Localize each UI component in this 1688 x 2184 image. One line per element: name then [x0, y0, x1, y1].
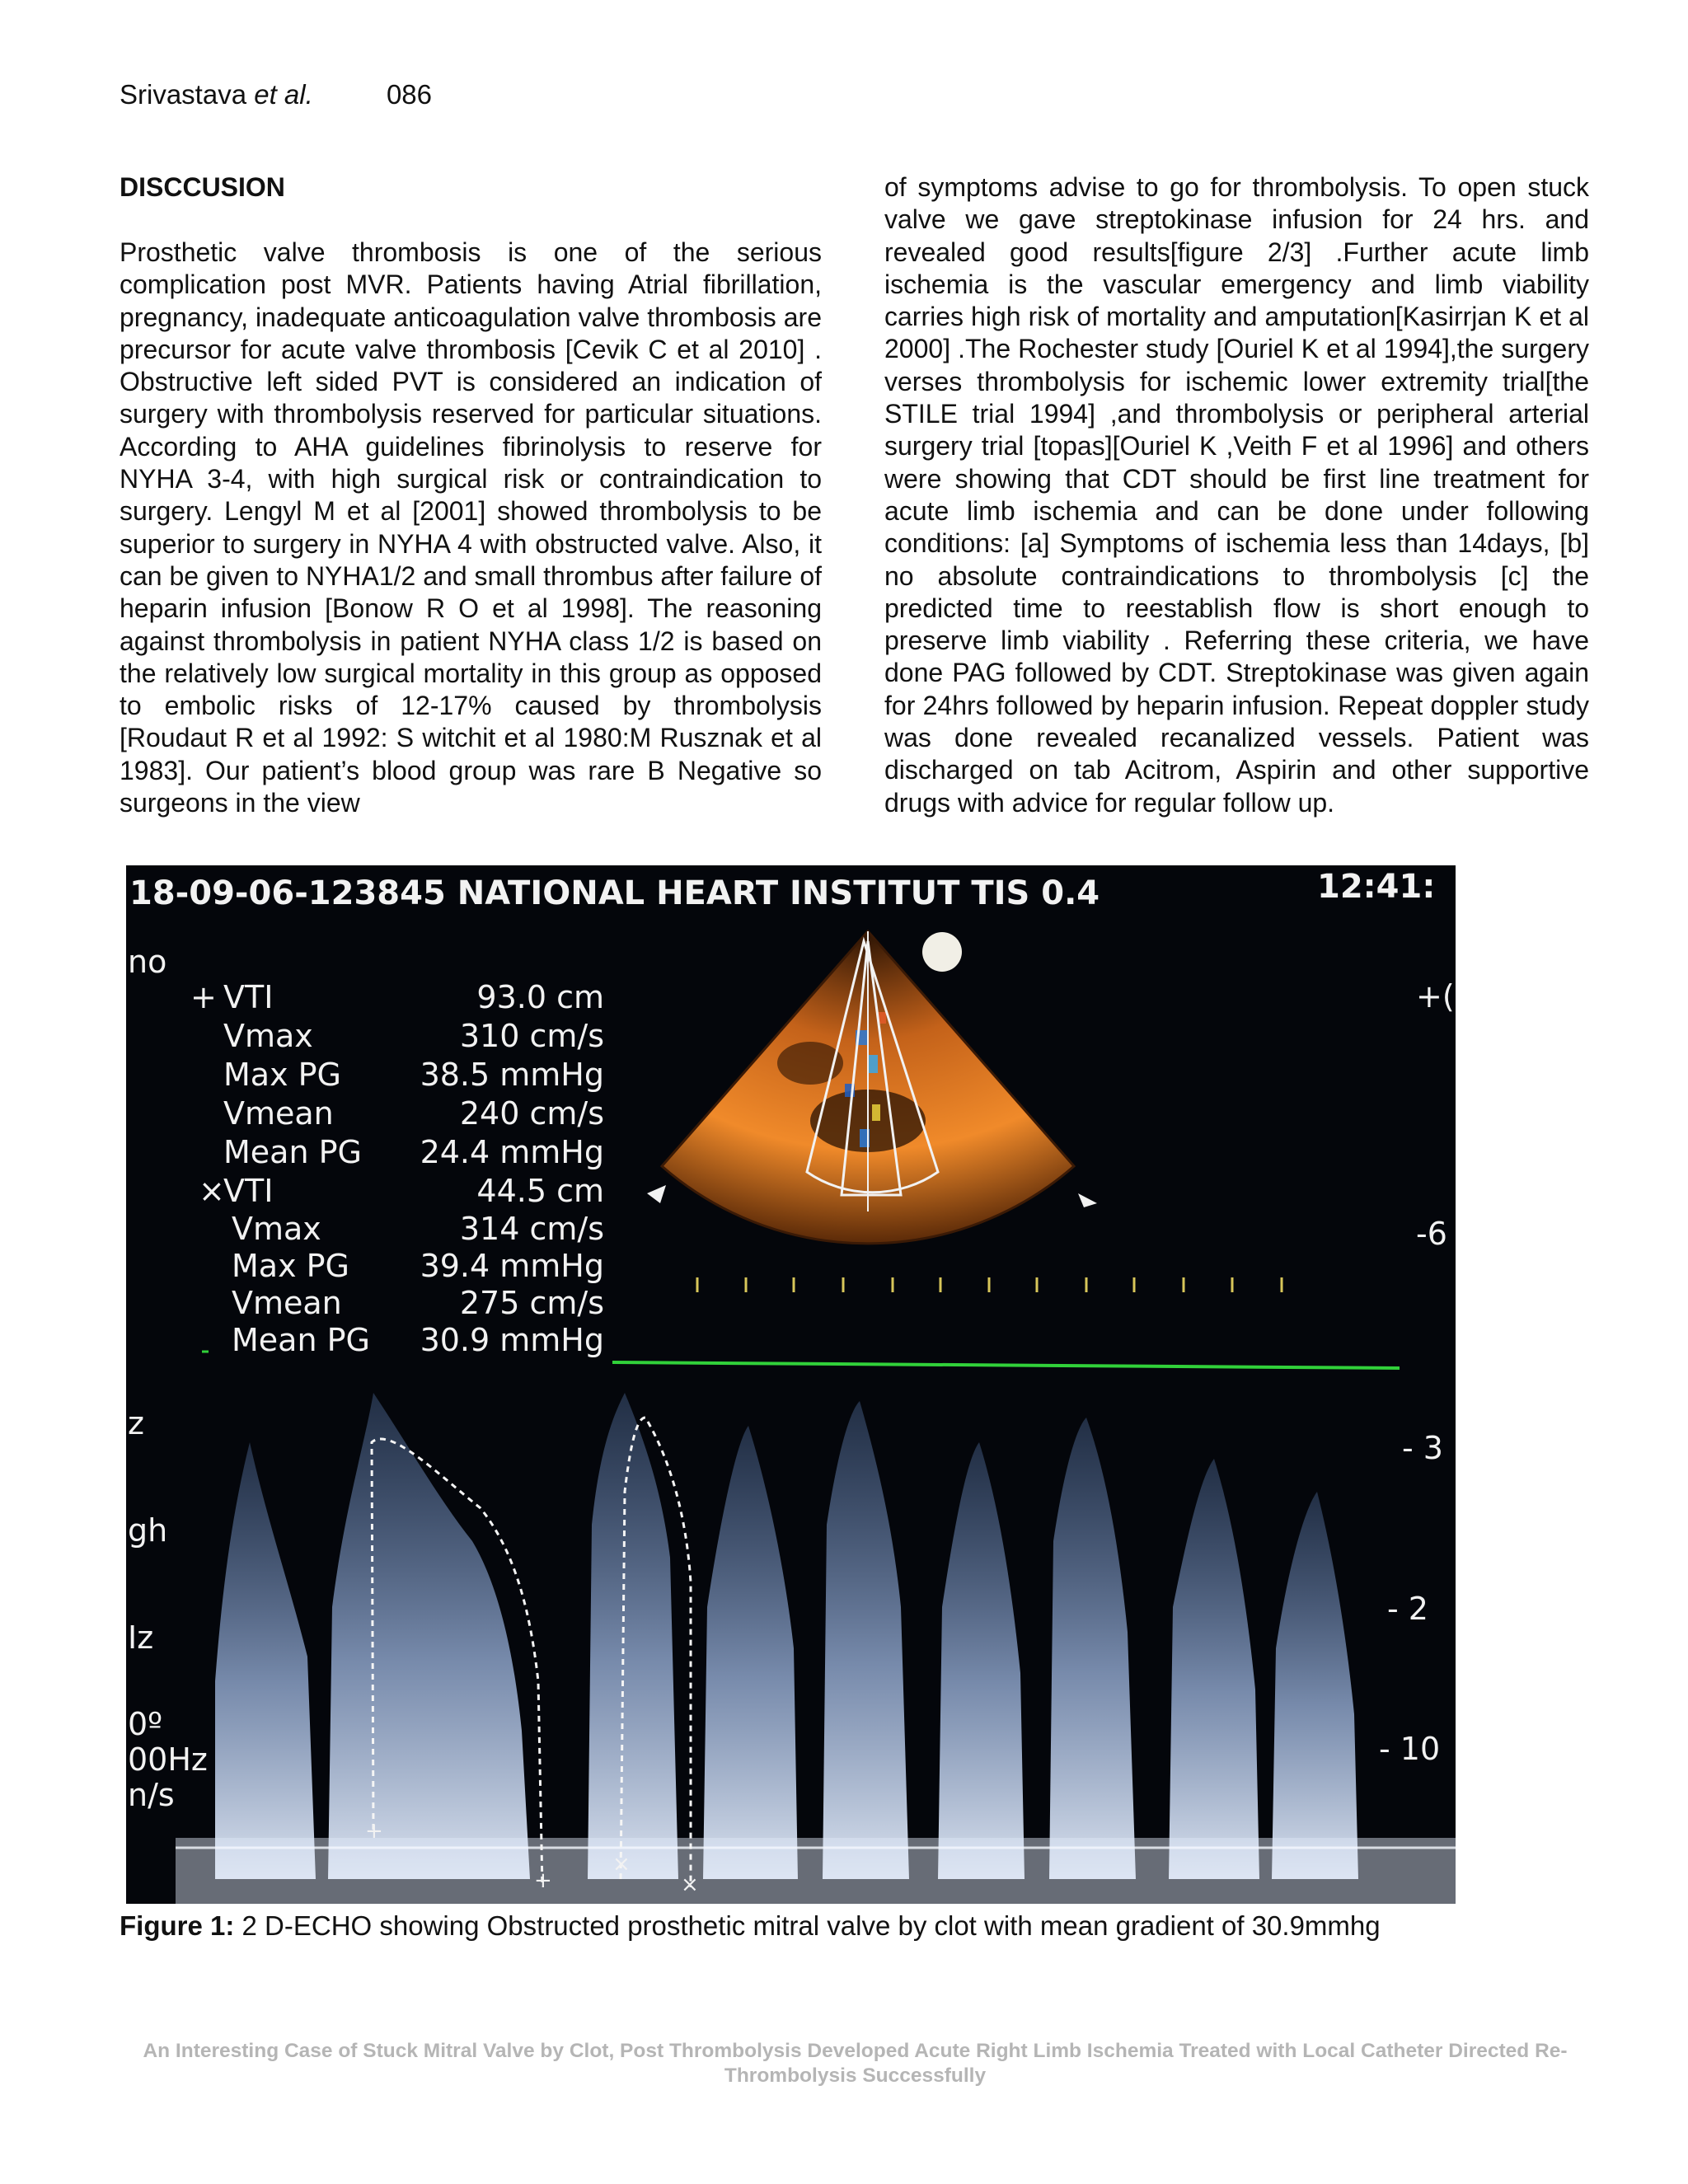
measure-marker: × — [199, 1173, 225, 1209]
measure-label: Max PG — [223, 1057, 342, 1093]
measure-label: Max PG — [232, 1248, 350, 1284]
measure-label: Vmean — [223, 1095, 334, 1132]
right-column — [884, 171, 1589, 819]
right-edge-label: -6 — [1416, 1216, 1447, 1252]
measure-label: VTI — [223, 1173, 274, 1209]
caption-text: 2 D-ECHO showing Obstructed prosthetic mitral valve by clot with mean gradient of 30.9mmhg — [234, 1910, 1381, 1941]
measure-label: Vmax — [232, 1211, 321, 1247]
svg-text:+: + — [534, 1868, 552, 1893]
author-name: Srivastava — [120, 79, 247, 110]
svg-text:+: + — [365, 1819, 383, 1844]
measure-value: 310 cm/s — [459, 1018, 604, 1054]
svg-text:×: × — [612, 1852, 631, 1877]
measure-value: 275 cm/s — [459, 1285, 604, 1321]
measure-value: 39.4 mmHg — [420, 1248, 604, 1284]
running-head — [120, 79, 432, 110]
measure-label: VTI — [223, 979, 274, 1015]
measure-value: 38.5 mmHg — [420, 1057, 604, 1093]
svg-text:×: × — [681, 1872, 699, 1897]
left-edge-label: 00Hz — [128, 1741, 208, 1778]
right-edge-label: - 2 — [1387, 1591, 1428, 1627]
left-edge-label: gh — [128, 1512, 168, 1549]
left-edge-label: no — [128, 944, 167, 980]
left-edge-label: 0º — [128, 1706, 163, 1742]
measure-value: 30.9 mmHg — [420, 1322, 604, 1358]
measure-value: 24.4 mmHg — [420, 1134, 604, 1170]
echo-figure — [126, 865, 1456, 1904]
right-edge-label: - 3 — [1402, 1430, 1443, 1466]
measure-label: Vmax — [223, 1018, 313, 1054]
echo-header: 18-09-06-123845 NATIONAL HEART INSTITUT TIS 0.4 — [129, 874, 1100, 912]
measure-value: 314 cm/s — [459, 1211, 604, 1247]
measure-label: Vmean — [232, 1285, 342, 1321]
measure-label: Mean PG — [223, 1134, 362, 1170]
echo-image — [126, 865, 1456, 1904]
echo-clock: 12:41: — [1317, 868, 1436, 906]
left-edge-label: n/s — [128, 1777, 175, 1813]
right-paragraph: of symptoms advise to go for thrombolysis. To open stuck valve we gave streptokinase infusion for 24 hrs. and revealed good results[figure 2/3] .Further acute limb ischemia is the vascular emergency and limb viability carries high risk of mortality and amputation[Kasirrjan K et al 2000] .The Rochester study [Ouriel K et al 1994],the surgery verses thrombolysis for ischemic lower extremity trial[the STILE trial 1994] ,and thrombolysis or peripheral arterial surgery trial [topas][Ouriel K ,Veith F et al 1996] and others were showing that CDT should be first line treatment for acute limb ischemia and can be done under following conditions: [a] Symptoms of ischemia less than 14days, [b] no absolute contraindications to thrombolysis [c] the predicted time to reestablish flow is short enough to preserve limb viability . Referring these criteria, we have done PAG followed by CDT. Streptokinase was given again for 24hrs followed by heparin infusion. Repeat doppler study was done revealed recanalized vessels. Patient was discharged on tab Acitrom, Aspirin and other supportive drugs with advice for regular follow up. — [884, 172, 1589, 818]
measure-marker: + — [190, 979, 217, 1015]
running-footer: An Interesting Case of Stuck Mitral Valve by Clot, Post Thrombolysis Developed Acute Right Limb Ischemia Treated with Local Catheter Directed Re-Thrombolysis Successfully — [143, 2040, 1568, 2087]
measure-value: 240 cm/s — [459, 1095, 604, 1132]
left-edge-label: Iz — [128, 1619, 154, 1656]
caption-label: Figure 1: — [120, 1910, 235, 1941]
measure-value: 93.0 cm — [476, 979, 604, 1015]
measure-label: Mean PG — [232, 1322, 370, 1358]
measure-value: 44.5 cm — [476, 1173, 604, 1209]
right-edge-label: +( — [1416, 978, 1455, 1015]
left-column — [120, 171, 822, 819]
et-al: et al. — [254, 79, 313, 110]
figure-caption — [120, 1910, 1381, 1942]
right-edge-label: - 10 — [1379, 1731, 1441, 1767]
section-heading: DISCCUSION — [120, 172, 285, 202]
page-number: 086 — [386, 79, 433, 110]
left-paragraph: Prosthetic valve thrombosis is one of the serious complication post MVR. Patients having Atrial fibrillation, pregnancy, inadequate anticoagulation valve thrombosis are precursor for acute valve thrombosis [Cevik C et al 2010] . Obstructive left sided PVT is considered an indication of surgery with thrombolysis reserved for particular situations. According to AHA guidelines fibrinolysis to reserve for NYHA 3-4, with high surgical risk or contraindication to surgery. Lengyl M et al [2001] showed thrombolysis to be superior to surgery in NYHA 4 with obstructed valve. Also, it can be given to NYHA1/2 and small thrombus after failure of heparin infusion [Bonow R O et al 1998]. The reasoning against thrombolysis in patient NYHA class 1/2 is based on the relatively low surgical mortality in this group as opposed to embolic risks of 12-17% caused by thrombolysis [Roudaut R et al 1992: S witchit et al 1980:M Rusznak et al 1983]. Our patient’s blood group was rare B Negative so surgeons in the view — [120, 237, 822, 818]
left-edge-label: z — [128, 1405, 144, 1441]
